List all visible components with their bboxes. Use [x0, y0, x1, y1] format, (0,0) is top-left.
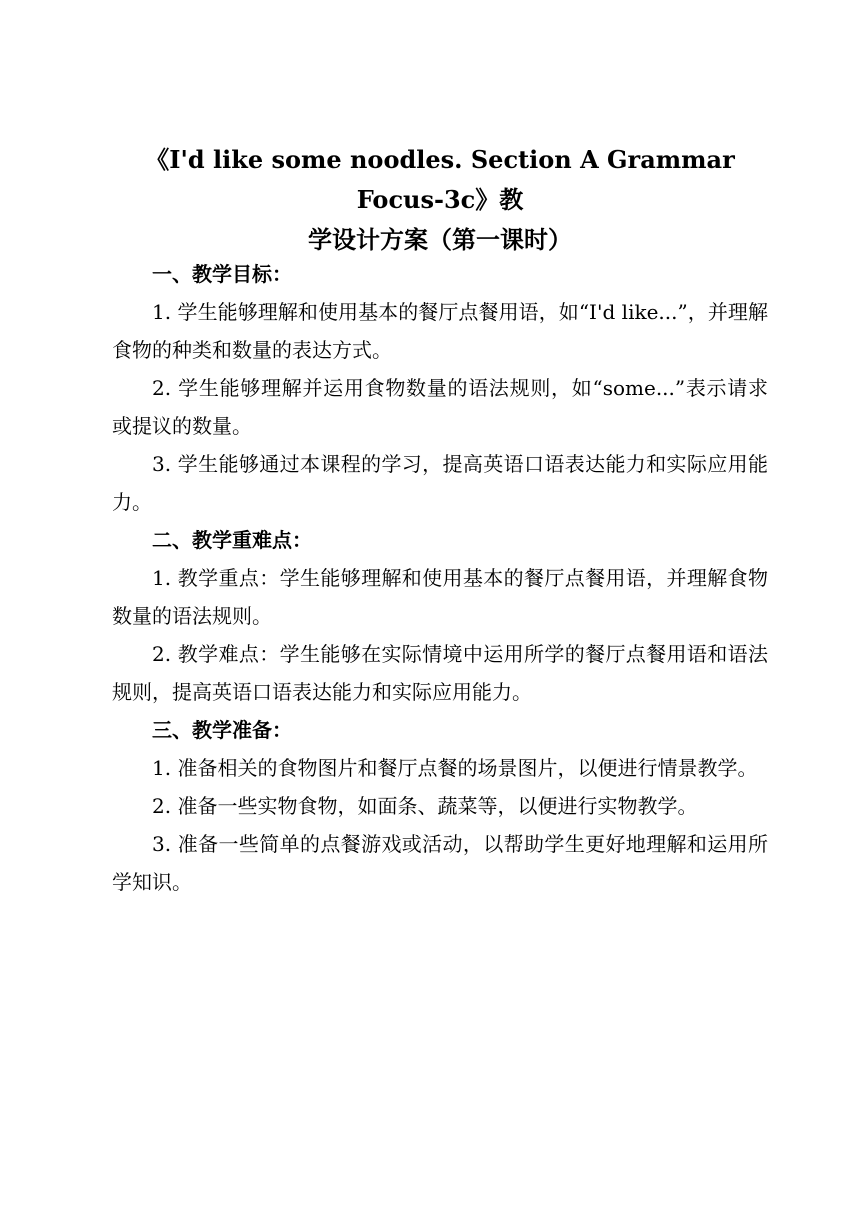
objective-item-2: 2. 学生能够理解并运用食物数量的语法规则，如“some...”表示请求或提议的数量。 [112, 376, 768, 438]
objective-item-1: 1. 学生能够理解和使用基本的餐厅点餐用语，如“I'd like...”，并理解食物的种类和数量的表达方式。 [112, 300, 768, 362]
preparation-item-2: 2. 准备一些实物食物，如面条、蔬菜等，以便进行实物教学。 [152, 794, 698, 818]
section-heading-objectives: 一、教学目标： [152, 262, 292, 286]
document-body [112, 255, 768, 901]
document-title [108, 140, 772, 260]
objective-item-3: 3. 学生能够通过本课程的学习，提高英语口语表达能力和实际应用能力。 [112, 452, 768, 514]
title-line-1: 《I'd like some noodles. Section A Grammar Focus-3c》教 [145, 145, 735, 214]
section-heading-preparation: 三、教学准备： [152, 718, 292, 742]
key-point-item-1: 1. 教学重点：学生能够理解和使用基本的餐厅点餐用语，并理解食物数量的语法规则。 [112, 566, 768, 628]
preparation-item-3: 3. 准备一些简单的点餐游戏或活动，以帮助学生更好地理解和运用所学知识。 [112, 832, 768, 894]
key-point-item-2: 2. 教学难点：学生能够在实际情境中运用所学的餐厅点餐用语和语法规则，提高英语口语表达能力和实际应用能力。 [112, 642, 768, 704]
section-heading-key-points: 二、教学重难点： [152, 528, 312, 552]
title-line-2: 学设计方案（第一课时） [308, 225, 572, 254]
preparation-item-1: 1. 准备相关的食物图片和餐厅点餐的场景图片，以便进行情景教学。 [152, 756, 758, 780]
